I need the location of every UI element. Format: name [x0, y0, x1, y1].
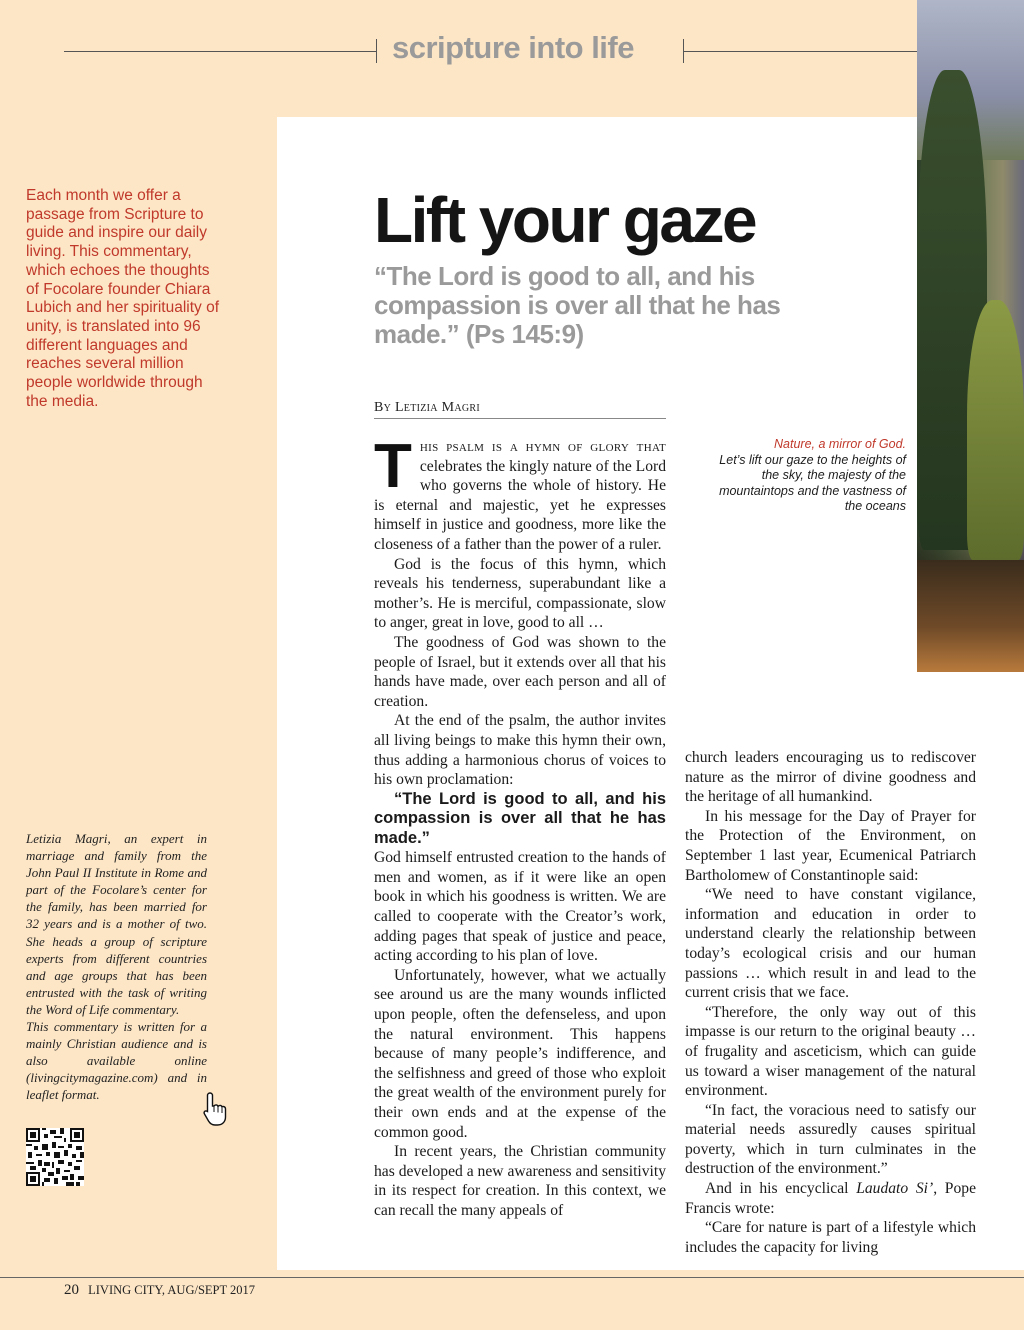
paragraph: God himself entrusted creation to the hands of men and women, as if it were like an open book in which his goodness is written. We are called to cooperate with the Creator’s work, adding pages that speak of justice and peace, acting according to his plan of love.	[374, 849, 666, 965]
publication-info: LIVING CITY, AUG/SEPT 2017	[88, 1283, 256, 1297]
laudato-pre: And in his encyclical	[705, 1180, 857, 1198]
sidebar-intro: Each month we offer a passage from Scripture to guide and inspire our daily living. This commentary, which echoes the thoughts of Focolare founder Chiara Lubich and her spirituality of unity, is translated into 96 different languages and reaches several million people worldwide through the media.	[26, 187, 220, 410]
pull-quote: “The Lord is good to all, and his compassion is over all that he has made.”	[374, 789, 666, 847]
section-title: scripture into life	[392, 30, 634, 65]
lead-paragraph	[374, 432, 666, 555]
bio-paragraph: Letizia Magri, an expert in marriage and family from the John Paul II Institute in Rome and part of the Focolare’s center for the family, has been married for 32 years and is a mother of two. She heads a group of scripture experts from different countries and age groups that has been entrusted with the task of writing the Word of Life commentary.	[26, 831, 207, 1017]
paragraph: At the end of the psalm, the author invites all living beings to make this hymn their own, thus adding a harmonious chorus of voices to his own proclamation:	[374, 712, 666, 789]
paragraph: “Therefore, the only way out of this impasse is our return to the original beauty … of frugality and asceticism, which can guide us toward a wiser management of the natural environment.	[685, 1003, 976, 1100]
drop-cap: T	[374, 432, 412, 501]
header-rule-right	[683, 51, 917, 52]
page-number: 20	[64, 1282, 79, 1298]
article-title: Lift your gaze	[374, 184, 756, 256]
paragraph: In his message for the Day of Prayer for the Protection of the Environment, on September 1 last year, Ecumenical Patriarch Bartholomew of Constantinople said:	[685, 807, 976, 884]
paragraph: The goodness of God was shown to the people of Israel, but it extends over all that his hands have made, over each person and all of creation.	[374, 633, 666, 710]
encyclical-title: Laudato Si’	[856, 1180, 934, 1198]
paragraph: “We need to have constant vigilance, information and education in order to understand clearly the relationship between today’s ecological crisis and our human passions … which result in and lead to the current crisis that we face.	[685, 886, 976, 1002]
article-column-1	[374, 432, 666, 1220]
photo-ground	[917, 560, 1024, 672]
page-footer	[64, 1282, 255, 1299]
paragraph: “Care for nature is part of a lifestyle which includes the capacity for living	[685, 1219, 976, 1256]
pointing-hand-icon[interactable]	[201, 1091, 231, 1127]
lead-rest: celebrates the kingly nature of the Lord who governs the whole of history. He is eternal and majestic, yet he expresses himself in justice and goodness, more like the closeness of a father than the power of a ruler.	[374, 457, 666, 553]
byline: By Letizia Magri	[374, 400, 666, 419]
author-bio	[26, 830, 207, 1104]
paragraph: Unfortunately, however, what we actually see around us are the many wounds inflicted upon people, often the defenseless, and upon the natural environment. This happens because of many people’s indifference, and the selfishness and greed of those who exploit the great wealth of the environment purely for their own ends and at the expense of the common good.	[374, 966, 666, 1141]
paragraph: God is the focus of this hymn, which reveals his tenderness, superabundant like a mother’s. He is merciful, compassionate, slow to anger, great in love, good to all …	[374, 555, 666, 632]
caption-body: Let’s lift our gaze to the heights of the sky, the majesty of the mountaintops and the vastness of the oceans	[719, 452, 906, 513]
laudato-post: , Pope Francis wrote:	[685, 1180, 976, 1217]
bio-paragraph: This commentary is written for a mainly Christian audience and is also available online (livingcitymagazine.com) and in leaflet format.	[26, 1019, 207, 1103]
article-column-2	[685, 748, 976, 1257]
paragraph: church leaders encouraging us to rediscover nature as the mirror of divine goodness and the heritage of all humankind.	[685, 749, 976, 806]
header-tick-left	[376, 39, 377, 63]
photo-tree-light	[967, 300, 1024, 560]
caption-lead: Nature, a mirror of God.	[774, 437, 906, 451]
qr-code[interactable]	[26, 1128, 84, 1186]
photo-caption	[700, 437, 906, 515]
footer-rule	[0, 1277, 1024, 1278]
paragraph	[685, 1179, 976, 1218]
paragraph: In recent years, the Christian community has developed a new awareness and sensitivity in its respect for creation. In this context, we can recall the many appeals of	[374, 1143, 666, 1219]
nature-photo	[917, 0, 1024, 672]
header-rule-left	[64, 51, 376, 52]
scripture-quote: “The Lord is good to all, and his compassion is over all that he has made.” (Ps 145:9)	[374, 261, 781, 349]
lead-smallcaps: his psalm is a hymn of glory that	[419, 438, 666, 455]
paragraph: “In fact, the voracious need to satisfy our material needs assuredly causes spiritual poverty, which in turn culminates in the destruction of the environment.”	[685, 1101, 976, 1178]
